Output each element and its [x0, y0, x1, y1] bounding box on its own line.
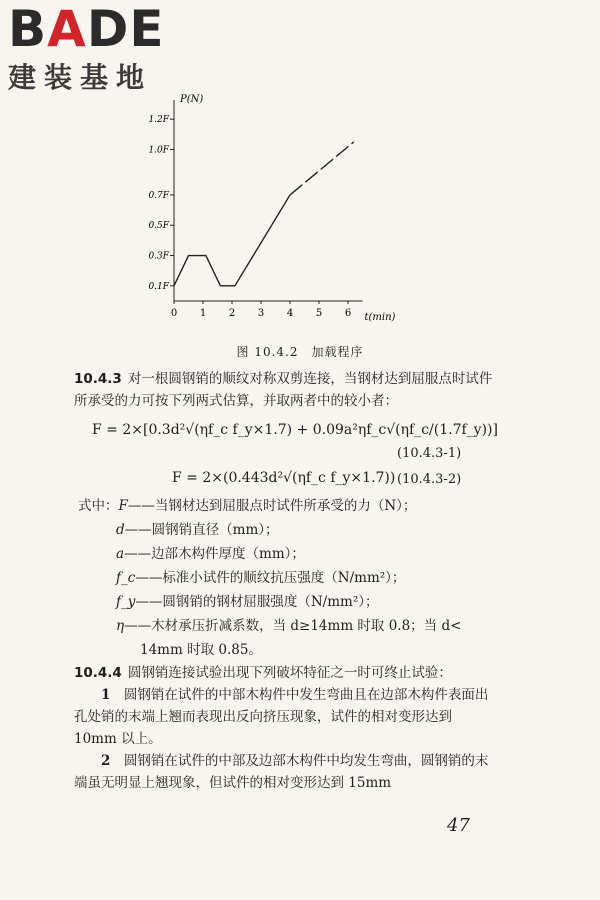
y-tick-label: 0.1F: [148, 281, 169, 292]
formula-2: F = 2×(0.443d²√(ηf_c f_y×1.7)): [172, 470, 396, 486]
x-tick-label: 4: [286, 308, 294, 319]
page-number: 47: [447, 815, 470, 836]
series-line-dashed: [290, 142, 354, 195]
definition-continuation: 14mm 时取 0.85。: [140, 642, 262, 658]
x-tick-label: 1: [199, 308, 207, 319]
logo-wordmark: BADE: [8, 0, 165, 58]
series-line-solid: [174, 195, 290, 286]
chart-axes: [174, 94, 396, 323]
formula-1: F = 2×[0.3d²√(ηf_c f_y×1.7) + 0.09a²ηf_c√(ηf_c/(1.7f_y))]: [92, 422, 498, 438]
list-item: 1 圆钢销在试件的中部木构件中发生弯曲且在边部木构件表面出孔处销的末端上翘而表现出反向挤压现象，试件的相对变形达到 10mm 以上。: [74, 687, 489, 747]
x-axis-label: t(min): [364, 312, 396, 323]
list-item: 2 圆钢销在试件的中部及边部木构件中均发生弯曲，圆钢销的末端虽无明显上翘现象，但试件的相对变形达到 15mm: [74, 753, 489, 791]
figure-caption: 图 10.4.2 加载程序: [236, 345, 364, 359]
y-tick-label: 1.0F: [148, 145, 169, 156]
brand-logo: [8, 0, 165, 96]
y-axis-label: P(N): [180, 94, 204, 105]
logo-subtitle: 建装基地: [8, 61, 153, 94]
definition-row: f_y——圆钢销的钢材屈服强度（N/mm²）；: [116, 594, 379, 610]
x-tick-label: 5: [315, 308, 323, 319]
x-tick-label: 2: [228, 308, 236, 319]
definition-row: f_c——标准小试件的顺纹抗压强度（N/mm²）；: [116, 570, 406, 586]
x-tick-label: 3: [257, 308, 265, 319]
definition-row: η——木材承压折减系数，当 d≥14mm 时取 0.8；当 d<: [116, 618, 462, 634]
section-10-4-4: 10.4.4 圆钢销连接试验出现下列破坏特征之一时可终止试验： 1 圆钢销在试件的中部木构件中发生弯曲且在边部木构件表面出孔处销的末端上翘而表现出反向挤压现象，试件的相对变形达到 10mm 以上。 2 圆钢销在试件的中部及边部木构件中均发生弯曲，圆钢销的末端虽无明显上翘现象，但试件的相对变形达到 15mm: [74, 662, 494, 794]
x-tick-label: 0: [170, 308, 178, 319]
y-tick-label: 0.5F: [148, 221, 169, 232]
definition-row: d——圆钢销直径（mm）；: [116, 522, 279, 538]
y-tick-label: 0.7F: [148, 190, 169, 201]
chart-lines: [174, 142, 354, 286]
y-tick-label: 1.2F: [148, 115, 169, 126]
section-text: 对一根圆钢销的顺纹对称双剪连接，当钢材达到屈服点时试件所承受的力可按下列两式估算，并取两者中的较小者：: [74, 371, 493, 409]
x-tick-label: 6: [344, 308, 352, 319]
formula-1-number: (10.4.3-1): [397, 446, 462, 461]
loading-procedure-chart: [140, 88, 430, 333]
y-tick-label: 0.3F: [148, 251, 169, 262]
chart-ticks: [148, 115, 351, 319]
symbol-definitions: [78, 494, 498, 662]
definition-row: 式中：F——当钢材达到屈服点时试件所承受的力（N）；: [78, 498, 417, 514]
formula-2-number: (10.4.3-2): [397, 472, 462, 487]
definition-row: a——边部木构件厚度（mm）；: [116, 546, 305, 562]
section-10-4-3: [74, 368, 494, 412]
section-number: 10.4.3: [74, 371, 122, 387]
